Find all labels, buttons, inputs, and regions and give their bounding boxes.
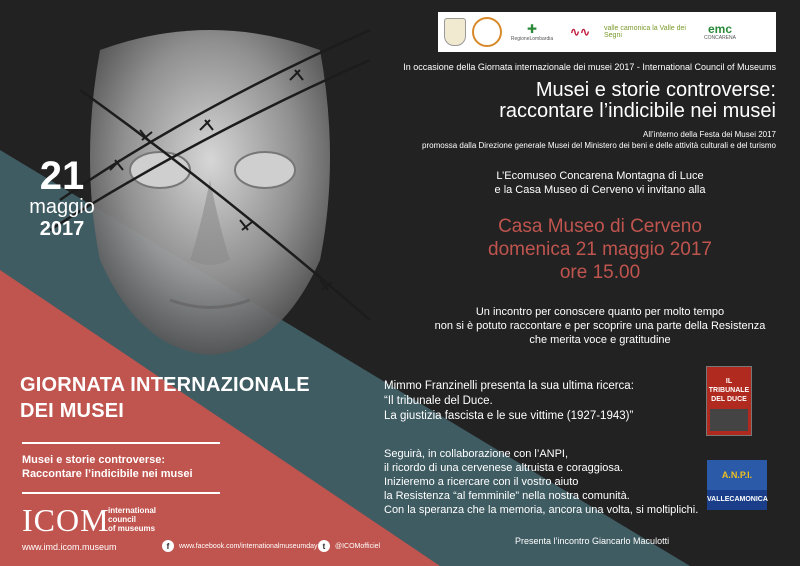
giornata-line1: GIORNATA INTERNAZIONALE [20,374,310,396]
followup-line2: il ricordo di una cervenese altruista e coraggiosa. [384,462,624,474]
followup-line1: Seguirà, in collaborazione con l’ANPI, [384,448,569,460]
invite-line1: L’Ecomuseo Concarena Montagna di Luce [496,170,704,182]
page-title-line1: Musei e storie controverse: [535,79,776,101]
giornata-line2: DEI MUSEI [20,400,125,422]
event-time: ore 15.00 [559,262,641,283]
book-cover-image [706,366,752,436]
twitter-handle: @ICOMofficiel [335,542,381,550]
followup-line3: Inizieremo a ricercare con il vostro aiuto [384,476,579,488]
book-line1: Mimmo Franzinelli presenta la sua ultima ricerca: [384,380,634,392]
book-cover-title: IL TRIBUNALE DEL DUCE [708,378,750,403]
valle-camonica-logo: valle camonica la Valle dei Segni [604,25,686,39]
invite-line2: e la Casa Museo di Cerveno vi invitano alla [494,184,706,196]
divider-top [22,442,220,444]
description-line1: Un incontro per conoscere quanto per molto tempo [475,306,725,318]
facebook-url: www.facebook.com/internationalmuseumday [179,542,318,550]
regione-lombardia-logo: ✚ RegioneLombardia [510,22,554,42]
followup-line5: Con la speranza che la memoria, ancora una volta, si moltiplichi. [384,504,699,516]
description-line2: non si è potuto raccontare e per scoprire una parte della Resistenza [434,320,766,332]
followup-text [384,447,698,517]
description-line3: che merita voce e gratitudine [529,334,671,346]
facebook-icon: f [162,540,174,552]
description-text [400,305,800,347]
followup-line4: la Resistenza “al femminile” nella nostra comunità. [384,490,630,502]
date-year: 2017 [39,218,85,240]
ecomuseo-badge-icon [472,17,502,47]
page-title-line2: raccontare l’indicibile nei musei [499,100,776,122]
event-block [400,215,800,284]
date-month: maggio [29,196,95,218]
event-venue: Casa Museo di Cerveno [498,216,702,237]
anpi-region: VALLECAMONICA [707,490,767,510]
book-line3: La giustizia fascista e le sue vittime (1927-1943)” [384,410,634,422]
ecomuseo-concarena-logo: emc CONCARENA [704,22,736,41]
event-date: domenica 21 maggio 2017 [488,239,712,260]
occasion-text: In occasione della Giornata internazionale dei musei 2017 - International Council of Museums [403,62,776,72]
giornata-title [20,372,310,424]
sub-line1: Musei e storie controverse: [22,454,166,466]
anpi-name: A.N.P.I. [721,470,753,480]
book-cover-photo [710,409,748,431]
book-presentation-text [384,379,634,424]
municipality-crest-icon [444,18,466,46]
presenter-text: Presenta l’incontro Giancarlo Maculotti [515,536,670,546]
sponsor-logo-strip [438,12,776,52]
icom-logo: ICOM [22,502,110,538]
date-block [14,156,110,240]
facebook-link[interactable] [162,540,318,552]
festa-line: All’interno della Festa dei Musei 2017 [643,130,776,139]
left-subtitle [22,453,193,481]
twitter-icon: t [318,540,330,552]
anpi-logo [707,460,767,510]
book-line2: “Il tribunale del Duce. [384,395,493,407]
icom-tagline: international council of museums [108,506,157,533]
invite-text [400,169,800,197]
sub-line2: Raccontare l’indicibile nei musei [22,468,193,480]
mm-logo: ∿∿ [569,25,591,39]
divider-bottom [22,492,220,494]
twitter-link[interactable] [318,540,380,552]
icom-website-link[interactable]: www.imd.icom.museum [22,542,117,552]
date-day: 21 [39,154,85,198]
promoted-line: promossa dalla Direzione generale Musei del Ministero dei beni e delle attività culturali e del turismo [422,141,776,150]
